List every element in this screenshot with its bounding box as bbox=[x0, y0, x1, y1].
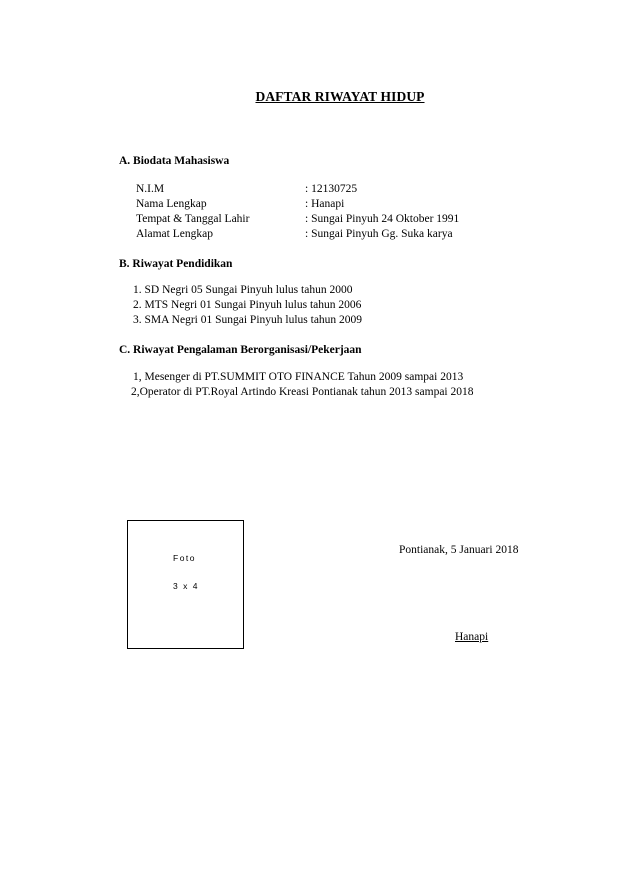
pendidikan-item: 2. MTS Negri 01 Sungai Pinyuh lulus tahun 2006 bbox=[133, 299, 362, 311]
section-biodata-heading: A. Biodata Mahasiswa bbox=[119, 155, 230, 167]
document-title: DAFTAR RIWAYAT HIDUP bbox=[255, 89, 425, 104]
pengalaman-item: 2,Operator di PT.Royal Artindo Kreasi Pontianak tahun 2013 sampai 2018 bbox=[131, 386, 474, 398]
photo-size-label: 3 x 4 bbox=[173, 581, 199, 591]
biodata-value-alamat: : Sungai Pinyuh Gg. Suka karya bbox=[305, 228, 453, 240]
section-pengalaman-heading: C. Riwayat Pengalaman Berorganisasi/Pekerjaan bbox=[119, 344, 362, 356]
signature-name: Hanapi bbox=[455, 631, 489, 643]
biodata-label-nim: N.I.M bbox=[136, 183, 165, 195]
biodata-label-alamat: Alamat Lengkap bbox=[136, 228, 213, 240]
biodata-value-ttl: : Sungai Pinyuh 24 Oktober 1991 bbox=[305, 213, 460, 225]
signature-place-date: Pontianak, 5 Januari 2018 bbox=[399, 544, 519, 556]
pendidikan-item: 1. SD Negri 05 Sungai Pinyuh lulus tahun 2000 bbox=[133, 284, 353, 296]
section-pendidikan-heading: B. Riwayat Pendidikan bbox=[119, 258, 233, 270]
pengalaman-item: 1, Mesenger di PT.SUMMIT OTO FINANCE Tahun 2009 sampai 2013 bbox=[133, 371, 464, 383]
biodata-label-ttl: Tempat & Tanggal Lahir bbox=[136, 213, 250, 225]
biodata-value-nim: : 12130725 bbox=[305, 183, 358, 195]
pendidikan-item: 3. SMA Negri 01 Sungai Pinyuh lulus tahun 2009 bbox=[133, 314, 363, 326]
biodata-value-nama: : Hanapi bbox=[305, 198, 345, 210]
photo-label: Foto bbox=[173, 553, 197, 563]
biodata-label-nama: Nama Lengkap bbox=[136, 198, 207, 210]
